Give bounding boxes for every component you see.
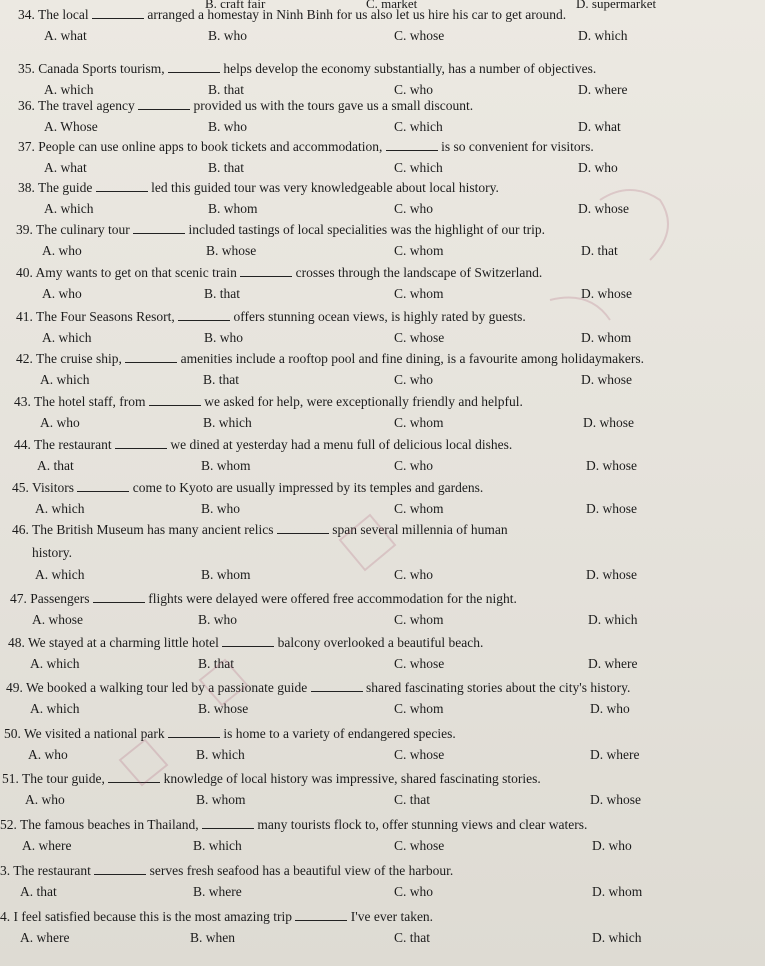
answer-option-b[interactable]: B. whom — [201, 567, 251, 582]
answer-option-a[interactable]: A. which — [44, 82, 94, 97]
answer-option-b[interactable]: B. when — [190, 930, 235, 945]
answer-blank[interactable] — [94, 863, 146, 875]
answer-option-d[interactable]: D. whose — [581, 372, 632, 387]
question-stem: 41. The Four Seasons Resort, offers stunning ocean views, is highly rated by guests. — [16, 309, 526, 324]
answer-option-b[interactable]: B. that — [208, 82, 244, 97]
answer-option-b[interactable]: B. who — [198, 612, 238, 627]
answer-option-a[interactable]: A. which — [30, 701, 80, 716]
answer-option-d[interactable]: D. whose — [581, 286, 632, 301]
answer-option-a[interactable]: A. that — [37, 458, 74, 473]
question-stem: 52. The famous beaches in Thailand, many tourists flock to, offer stunning views and clear waters. — [0, 817, 588, 832]
question-stem: 36. The travel agency provided us with the tours gave us a small discount. — [18, 98, 474, 113]
answer-option-c[interactable]: C. that — [394, 930, 430, 945]
answer-option-d[interactable]: D. what — [578, 119, 621, 134]
answer-option-d[interactable]: D. whose — [578, 201, 629, 216]
answer-option-a[interactable]: A. that — [20, 884, 57, 899]
answer-option-b[interactable]: B. which — [193, 838, 242, 853]
question-stem-continued: history. — [32, 545, 72, 560]
question-stem: 49. We booked a walking tour led by a passionate guide shared fascinating stories about the city's history. — [6, 680, 631, 695]
answer-option-b[interactable]: B. who — [208, 28, 248, 43]
answer-blank[interactable] — [77, 480, 129, 492]
answer-option-a[interactable]: A. which — [40, 372, 90, 387]
answer-option-a[interactable]: A. which — [35, 501, 85, 516]
answer-option-a[interactable]: A. where — [20, 930, 70, 945]
answer-option-b[interactable]: B. which — [203, 415, 252, 430]
answer-option-d[interactable]: D. whose — [590, 792, 641, 807]
answer-option-c[interactable]: C. that — [394, 792, 430, 807]
answer-option-c[interactable]: C. who — [394, 458, 434, 473]
answer-blank[interactable] — [295, 909, 347, 921]
question-stem: 35. Canada Sports tourism, helps develop the economy substantially, has a number of objectives. — [18, 61, 597, 76]
answer-option-b[interactable]: B. that — [203, 372, 239, 387]
answer-option-d[interactable]: D. where — [578, 82, 628, 97]
answer-option-b[interactable]: B. where — [193, 884, 242, 899]
answer-option-a[interactable]: A. who — [28, 747, 68, 762]
answer-option-d[interactable]: D. whom — [581, 330, 632, 345]
question-stem: 34. The local arranged a homestay in Ninh Binh for us also let us hire his car to get around. — [18, 7, 567, 22]
answer-option-d[interactable]: D. who — [592, 838, 632, 853]
answer-option-d[interactable]: D. which — [588, 612, 638, 627]
question-stem: 43. The hotel staff, from we asked for help, were exceptionally friendly and helpful. — [14, 394, 523, 409]
answer-option-a[interactable]: A. which — [30, 656, 80, 671]
answer-blank[interactable] — [93, 591, 145, 603]
question-stem: 48. We stayed at a charming little hotel balcony overlooked a beautiful beach. — [8, 635, 484, 650]
question-stem: 3. The restaurant serves fresh seafood has a beautiful view of the harbour. — [0, 863, 454, 878]
answer-option-a[interactable]: A. who — [25, 792, 65, 807]
answer-blank[interactable] — [202, 817, 254, 829]
answer-option-b[interactable]: B. whose — [206, 243, 257, 258]
question-stem: 39. The culinary tour included tastings of local specialities was the highlight of our trip. — [16, 222, 546, 237]
answer-option-d[interactable]: D. whose — [586, 567, 637, 582]
answer-option-c[interactable]: C. who — [394, 884, 434, 899]
answer-option-a[interactable]: A. who — [42, 243, 82, 258]
answer-option-c[interactable]: C. whom — [394, 701, 444, 716]
answer-option-d[interactable]: D. which — [578, 28, 628, 43]
answer-option-c[interactable]: C. whom — [394, 243, 444, 258]
answer-blank[interactable] — [168, 61, 220, 73]
answer-blank[interactable] — [108, 771, 160, 783]
question-stem: 47. Passengers flights were delayed were offered free accommodation for the night. — [10, 591, 517, 606]
answer-option-d[interactable]: D. whose — [583, 415, 634, 430]
answer-blank[interactable] — [386, 139, 438, 151]
answer-option-c[interactable]: C. who — [394, 82, 434, 97]
answer-blank[interactable] — [178, 309, 230, 321]
question-stem: 46. The British Museum has many ancient relics span several millennia of human — [12, 522, 508, 537]
answer-option-d[interactable]: D. that — [581, 243, 618, 258]
answer-option-b[interactable]: B. who — [201, 501, 241, 516]
answer-option-c[interactable]: C. whose — [394, 330, 445, 345]
option-c-prev: C. market — [366, 0, 418, 11]
option-b-prev: B. craft fair — [205, 0, 266, 11]
answer-blank[interactable] — [125, 351, 177, 363]
answer-option-c[interactable]: C. whose — [394, 28, 445, 43]
answer-option-a[interactable]: A. what — [44, 160, 87, 175]
answer-option-c[interactable]: C. whose — [394, 656, 445, 671]
option-d-prev: D. supermarket — [576, 0, 657, 11]
answer-option-a[interactable]: A. whose — [32, 612, 83, 627]
answer-option-b[interactable]: B. whose — [198, 701, 249, 716]
answer-option-c[interactable]: C. whom — [394, 612, 444, 627]
answer-option-a[interactable]: A. where — [22, 838, 72, 853]
answer-option-d[interactable]: D. who — [590, 701, 630, 716]
answer-option-c[interactable]: C. whom — [394, 501, 444, 516]
answer-blank[interactable] — [311, 680, 363, 692]
question-stem: 40. Amy wants to get on that scenic train crosses through the landscape of Switzerland. — [16, 265, 543, 280]
question-stem: 51. The tour guide, knowledge of local history was impressive, shared fascinating stories. — [2, 771, 541, 786]
answer-option-c[interactable]: C. which — [394, 119, 443, 134]
answer-option-a[interactable]: A. who — [42, 286, 82, 301]
answer-option-b[interactable]: B. whom — [196, 792, 246, 807]
answer-blank[interactable] — [240, 265, 292, 277]
answer-option-c[interactable]: C. whose — [394, 838, 445, 853]
answer-blank[interactable] — [92, 7, 144, 19]
answer-option-c[interactable]: C. who — [394, 372, 434, 387]
answer-option-b[interactable]: B. who — [208, 119, 248, 134]
answer-option-b[interactable]: B. that — [208, 160, 244, 175]
answer-option-a[interactable]: A. which — [44, 201, 94, 216]
question-stem: 38. The guide led this guided tour was very knowledgeable about local history. — [18, 180, 499, 195]
question-stem: 42. The cruise ship, amenities include a rooftop pool and fine dining, is a favourite among holidaymakers. — [16, 351, 644, 366]
answer-blank[interactable] — [115, 437, 167, 449]
answer-option-a[interactable]: A. Whose — [44, 119, 98, 134]
answer-option-c[interactable]: C. whom — [394, 286, 444, 301]
answer-option-c[interactable]: C. who — [394, 201, 434, 216]
answer-blank[interactable] — [277, 522, 329, 534]
answer-option-d[interactable]: D. where — [590, 747, 640, 762]
answer-blank[interactable] — [96, 180, 148, 192]
question-stem: 44. The restaurant we dined at yesterday had a menu full of delicious local dishes. — [14, 437, 513, 452]
answer-blank[interactable] — [138, 98, 190, 110]
answer-option-c[interactable]: C. whom — [394, 415, 444, 430]
answer-option-b[interactable]: B. that — [198, 656, 234, 671]
answer-option-b[interactable]: B. whom — [208, 201, 258, 216]
answer-option-d[interactable]: D. which — [592, 930, 642, 945]
answer-option-a[interactable]: A. which — [35, 567, 85, 582]
answer-option-c[interactable]: C. whose — [394, 747, 445, 762]
answer-option-c[interactable]: C. who — [394, 567, 434, 582]
answer-option-d[interactable]: D. who — [578, 160, 618, 175]
question-stem: 4. I feel satisfied because this is the most amazing trip I've ever taken. — [0, 909, 434, 924]
answer-option-a[interactable]: A. who — [40, 415, 80, 430]
answer-option-a[interactable]: A. what — [44, 28, 87, 43]
answer-option-b[interactable]: B. which — [196, 747, 245, 762]
answer-option-b[interactable]: B. who — [204, 330, 244, 345]
answer-blank[interactable] — [168, 726, 220, 738]
answer-option-a[interactable]: A. which — [42, 330, 92, 345]
answer-option-c[interactable]: C. which — [394, 160, 443, 175]
answer-option-b[interactable]: B. whom — [201, 458, 251, 473]
question-stem: 45. Visitors come to Kyoto are usually impressed by its temples and gardens. — [12, 480, 484, 495]
answer-option-d[interactable]: D. whose — [586, 458, 637, 473]
answer-option-b[interactable]: B. that — [204, 286, 240, 301]
answer-option-d[interactable]: D. whom — [592, 884, 643, 899]
answer-blank[interactable] — [149, 394, 201, 406]
answer-option-d[interactable]: D. whose — [586, 501, 637, 516]
answer-blank[interactable] — [222, 635, 274, 647]
answer-blank[interactable] — [133, 222, 185, 234]
question-stem: 37. People can use online apps to book tickets and accommodation, is so convenient for visitors. — [18, 139, 594, 154]
answer-option-d[interactable]: D. where — [588, 656, 638, 671]
question-stem: 50. We visited a national park is home to a variety of endangered species. — [4, 726, 456, 741]
